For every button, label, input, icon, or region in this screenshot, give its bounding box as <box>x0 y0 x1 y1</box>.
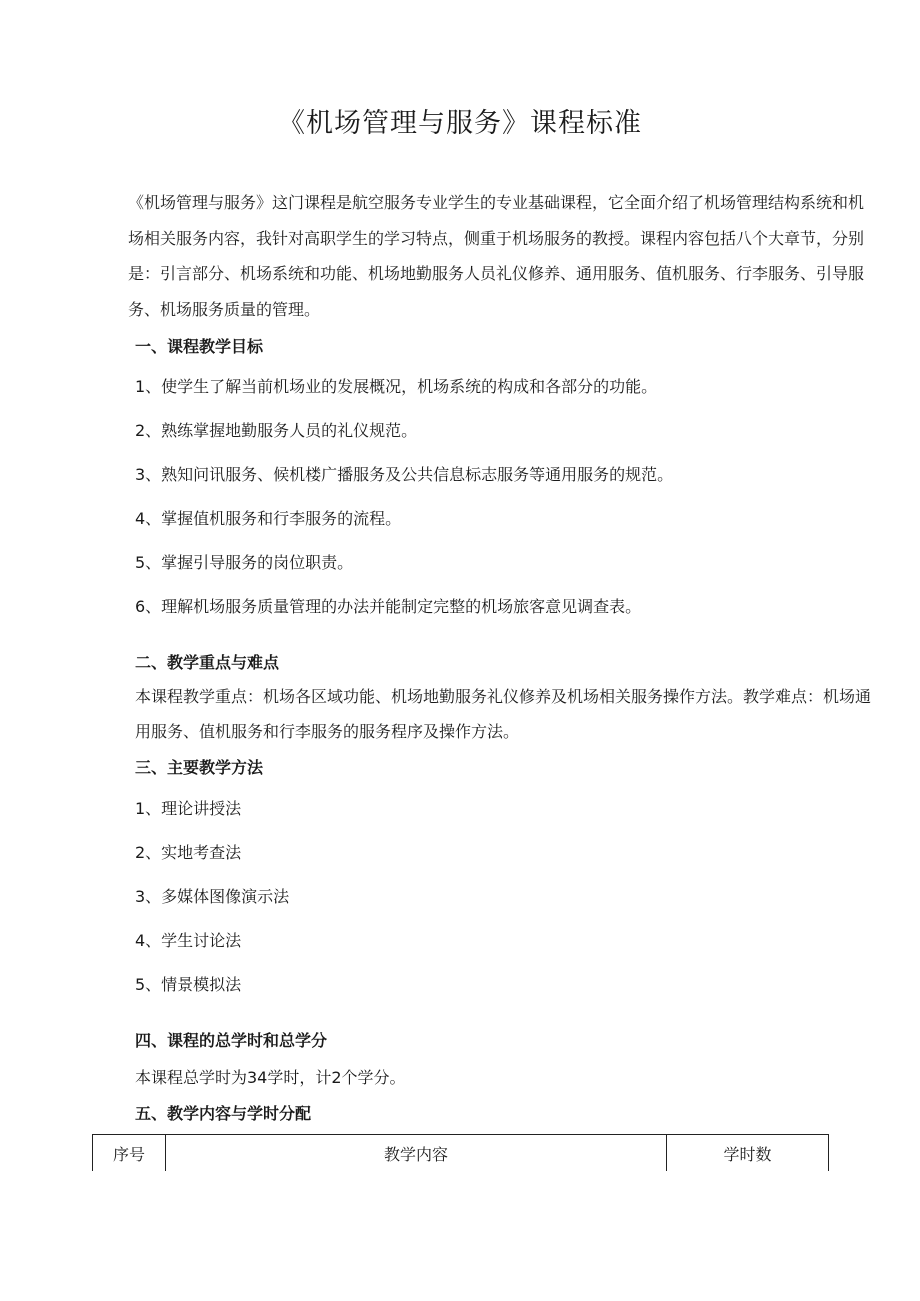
method-item: 4、学生讨论法 <box>135 931 242 950</box>
section-3-heading: 三、主要教学方法 <box>135 758 264 777</box>
objective-item: 5、掌握引导服务的岗位职责。 <box>135 553 354 572</box>
objective-item: 4、掌握值机服务和行李服务的流程。 <box>135 509 402 528</box>
credit-hours-text: 本课程总学时为34学时，计2个学分。 <box>135 1068 406 1087</box>
content-hours-table <box>92 1134 829 1171</box>
objective-item: 3、熟知问讯服务、候机楼广播服务及公共信息标志服务等通用服务的规范。 <box>135 465 674 484</box>
key-points-paragraph: 本课程教学重点：机场各区域功能、机场地勤服务礼仪修养及机场相关服务操作方法。教学难点：机场通用服务、值机服务和行李服务的服务程序及操作方法。 <box>135 687 872 741</box>
objective-item: 2、熟练掌握地勤服务人员的礼仪规范。 <box>135 421 418 440</box>
table-header-row <box>93 1135 829 1172</box>
section-1-heading: 一、课程教学目标 <box>135 337 264 356</box>
table-header-cell: 教学内容 <box>166 1135 667 1172</box>
method-item: 1、理论讲授法 <box>135 799 242 818</box>
method-item: 5、情景模拟法 <box>135 975 242 994</box>
objective-item: 6、理解机场服务质量管理的办法并能制定完整的机场旅客意见调查表。 <box>135 597 642 616</box>
section-2-heading: 二、教学重点与难点 <box>135 653 280 672</box>
section-5-heading: 五、教学内容与学时分配 <box>135 1104 312 1123</box>
section-4-heading: 四、课程的总学时和总学分 <box>135 1031 328 1050</box>
document-title: 《机场管理与服务》课程标准 <box>278 108 642 139</box>
objective-item: 1、使学生了解当前机场业的发展概况，机场系统的构成和各部分的功能。 <box>135 377 658 396</box>
method-item: 2、实地考查法 <box>135 843 242 862</box>
method-item: 3、多媒体图像演示法 <box>135 887 290 906</box>
intro-paragraph: 《机场管理与服务》这门课程是航空服务专业学生的专业基础课程，它全面介绍了机场管理结构系统和机场相关服务内容，我针对高职学生的学习特点，侧重于机场服务的教授。课程内容包括八个大章节，分别是：引言部分、机场系统和功能、机场地勤服务人员礼仪修养、通用服务、值机服务、行李服务、引导服务、机场服务质量的管理。 <box>128 193 865 319</box>
table-header-cell: 序号 <box>93 1135 166 1172</box>
table-header-cell: 学时数 <box>667 1135 829 1172</box>
